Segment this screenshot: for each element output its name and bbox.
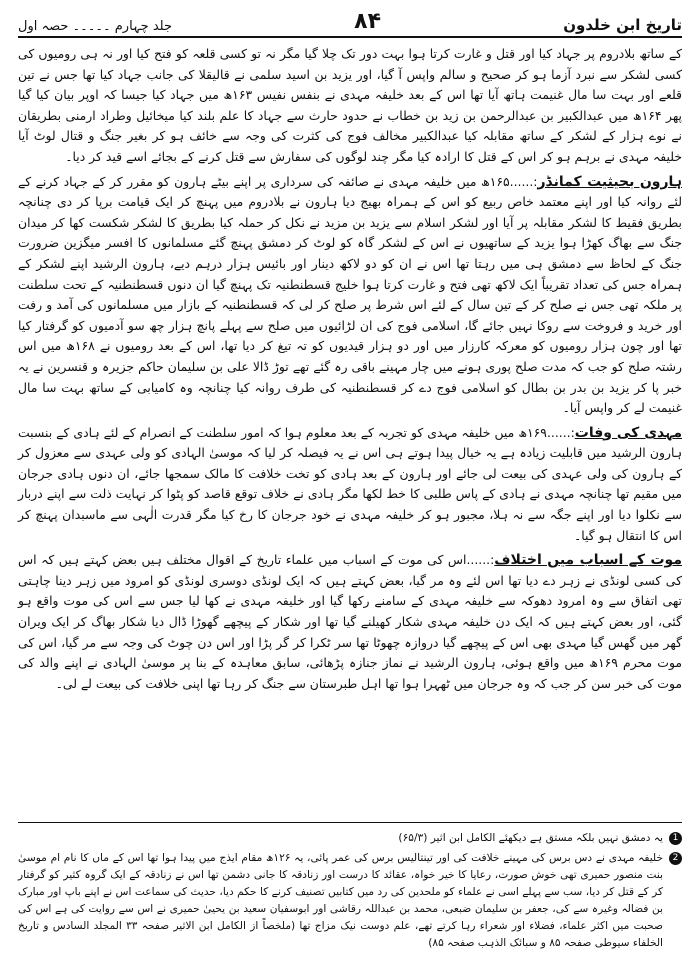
header-divider xyxy=(18,36,682,38)
footnote-text: یہ دمشق نہیں بلکہ مستق ہے دیکھئے الکامل ابن اثیر (۶۵/۳) xyxy=(398,832,663,844)
paragraph-text: :......۱۶۵ھ میں خلیفہ مہدی نے صائفہ کی سرداری پر اپنے بیٹے ہارون کو مقرر کر کے جہاد کرنے کے لئے روانہ کیا اور اپنے معتمد خاص ربیع کو اس کے ہمراہ بھیج دیا ہارون نے بلادروم میں پہنچ کر ایک قیامت برپا کر دی چنانچہ بطریق فقیط کا لشکر مقابلہ پر آیا اور لشکر اسلام سے یزید بن مزید نے نکل کر حملہ کیا بطریق کا لشکر شکست کھا کر میدان جنگ سے بھاگ کھڑا ہوا یزید کے ساتھیوں نے اس کے لشکر گاہ کو لوٹ کر دمشق پہنچ گئے مسلمانوں کا افسر میگزین ضرورت جنگ کے لحاظ سے دمشق ہی میں رہتا تھا اس نے ان کو دو لاکھ دینار اور بائیس ہزار درہم دیے، ہارون الرشید اپنے لشکر کے ہمراہ جس کی تعداد تقریباً ایک لاکھ تھی فتح و غارت کرتا ہوا خلیج قسطنطنیہ تک پہنچ گیا ان دنوں قسطنطنیہ کے تحت سلطنت پر ملکہ تھی جس نے صلح کر کے تین سال کے لئے اس شرط پر صلح کر لی کہ قسطنطنیہ کے بازار میں مسلمانوں کی آمد و رفت اور خرید و فروخت سے روکا نہیں جائے گا، اسلامی فوج کی ان لڑائیوں میں صلح سے پہلے پانچ ہزار چھ سو آدمیوں کو گرفتار کیا تھا اور چون ہزار رومیوں کو معرکہ کارزار میں اور دو ہزار قیدیوں کو تہ تیغ کر دیا تھا، اس کے بعد رومیوں نے ۱۶۸ھ میں اس رشتہ صلح کو جب کہ مدت صلح پوری ہونے میں چار مہینے باقی رہ گئے تھے توڑ ڈالا علی بن سلیمان حاکم جزیرہ و قنسرین نے یہ خبر پا کر یزید بن بدر بن بطال کو اسلامی فوج دے کر قسطنطنیہ کی طرف روانہ کیا چنانچہ وہ کامیابی کے ساتھ بہت سا مال غنیمت لے کر واپس آیا۔ xyxy=(18,173,682,416)
footnote-text: خلیفہ مہدی نے دس برس کی مہینے خلافت کی اور تینتالیس برس کی عمر پائی، یہ ۱۲۶ھ مقام ایذج میں پیدا ہوا تھا اس کے ماں کا نام ام موسیٰ بنت منصور حمیری تھی خوش صورت، رعایا کا خیر خواہ، عقائد کا درست اور زنادقہ کا جانی دشمن تھا اس نے زنادقہ کے ایک گروہ کثیر کو گرفتار کر کے قتل کر دیا، سب سے پہلے اسی نے علماء کو ملحدین کی رد میں کتابیں تصنیف کرنے کا حکم دیا، حدیث کی سماعت اس نے اپنے باپ اور مبارک بن فضالہ وغیرہ سے کی، جعفر بن سلیمان ضبعی، محمد بن عبداللہ رقاشی اور ابوسفیان سعید بن یحییٰ حمیری نے اس سے روایت کی ہے اس کی صحبت میں اکثر علماء، فضلاء اور شعراء رہا کرتے تھے، علم دوست نیک مزاج تھا (ملخصاً از الکامل ابن الاثیر صفحہ ۳۳ المجلد السادس و تاریخ الخلفاء سیوطی صفحہ ۸۵ و سبائک الذہب صفحہ ۸۵) xyxy=(18,852,663,949)
paragraph-text: کے ساتھ بلادروم پر جہاد کیا اور قتل و غارت کرتا ہوا بہت دور تک چلا گیا مگر نہ تو کسی قلعہ کو فتح کیا اور نہ ہی رومیوں کی کسی لشکر سے نبرد آزما ہو کر صحیح و سالم واپس آ گیا، اور یزید بن اسید سلمی نے قالیقلا کی جانب جہاد کیا تھا جس نے تین قلعے اور بہت سا مال غنیمت ہاتھ آیا تھا اس کے بعد خلیفہ مہدی نے بنفس نفیس ۱۶۳ھ میں جہاد کیا جیسا کہ اوپر بیان کیا گیا پھر ۱۶۴ھ میں عبدالکبیر بن عبدالرحمن بن زید بن خطاب نے حدود حارث سے جہاد کا علم بلند کیا میخائیل وطراد ارمنی بطریقان نے نوے ہزار کے لشکر کے ساتھ مقابلہ کیا عبدالکبیر مخالف فوج کی کثرت کی وجہ سے خائف ہو کر بغیر جنگ و قتال لوٹ آیا خلیفہ مہدی نے برہم ہو کر اس کے قتل کا ارادہ کیا مگر چند لوگوں کی سفارش سے قتل کرنے کے بجائے اسے قید کر دیا۔ xyxy=(18,46,682,164)
section-heading: موت کے اسباب میں اختلاف xyxy=(494,552,682,569)
paragraph-intro xyxy=(18,44,682,168)
paragraph-text: :......اس کی موت کے اسباب میں علماء تاریخ کے اقوال مختلف ہیں بعض کہتے ہیں کہ اس کی کسی لونڈی نے زہر دے دیا تھا اس لئے وہ مر گیا، بعض کہتے ہیں کہ ایک لونڈی دوسری لونڈی کو امرود میں زہر دینا چاہتی تھی اتفاق سے وہ امرود دھوکہ سے خلیفہ مہدی کے سامنے رکھا گیا اور خلیفہ مہدی نے کھا لیا جس سے اس کی موت واقع ہو گئی، اور بعض کہتے ہیں کہ ایک دن خلیفہ مہدی شکار کھیلنے گیا تھا اور شکار کے پیچھے گھوڑا ڈال دیا شکار بھاگ کر ایک ویران گھر میں گھس گیا مہدی بھی اس کے پیچھے گیا دروازہ چھوٹا تھا سر ٹکرا کر گر پڑا اور اس دن چوٹ کی وجہ سے مر گیا، اس کی موت محرم ۱۶۹ھ میں واقع ہوئی، ہارون الرشید نے نماز جنازہ پڑھائی، سابق معاہدہ کے بنا پر موسیٰ الہادی نے اپنے والد کی موت کی خبر سن کر جب کہ وہ جرجان میں ٹھہرا ہوا تھا اہل طبرستان سے جنگ کر رہا تھا اپنی خلافت کی بیعت لے لی۔ xyxy=(18,552,682,691)
paragraph-death-causes xyxy=(18,550,682,694)
paragraph-harun-commander xyxy=(18,172,682,419)
page-header xyxy=(18,6,682,34)
footnote xyxy=(18,850,682,952)
footnotes xyxy=(18,830,682,955)
footnote-marker: 2 xyxy=(669,852,682,865)
footnote xyxy=(18,830,682,847)
paragraph-text: :......۱۶۹ھ میں خلیفہ مہدی کو تجربہ کے بعد معلوم ہوا کہ امور سلطنت کے انصرام کے لئے ہادی کے بنسبت ہارون الرشید میں قابلیت زیادہ ہے یہ خیال پیدا ہوتے ہی اس نے یہ فیصلہ کر لیا کہ موسیٰ الہادی کو ولی عہدی سے معزول کر کے ہارون کی ولی عہدی کی بیعت لی جائے اور ہارون کے بعد ہادی کو تخت خلافت کا مالک سمجھا جائے، ان دنوں ہادی جرجان میں مقیم تھا چنانچہ مہدی نے ہادی کے پاس طلبی کا خط لکھا مگر ہادی نے خلاف توقع قاصد کو پٹوا کر نہایت ذلت سے اپنے دربار سے نکلوا دیا اور اپنے جگہ سے نہ ہلا، مجبور ہو کر خلیفہ مہدی نے خود جرجان کا رخ کیا مگر قدرت الٰہی سے ماسبدان پہنچ کر اس کا انتقال ہو گیا۔ xyxy=(18,424,682,543)
page-number: ۸۴ xyxy=(354,9,382,34)
section-heading: مہدی کی وفات xyxy=(574,424,682,441)
footnote-marker: 1 xyxy=(669,832,682,845)
paragraph-mahdi-death xyxy=(18,423,682,547)
footnote-divider xyxy=(18,822,682,823)
main-text xyxy=(18,44,682,698)
section-heading: ہارون بحیثیت کمانڈر xyxy=(537,173,682,190)
volume-label: جلد چہارم ۔۔۔۔۔ حصہ اول xyxy=(18,19,172,34)
book-title: تاریخ ابن خلدون xyxy=(563,16,682,34)
